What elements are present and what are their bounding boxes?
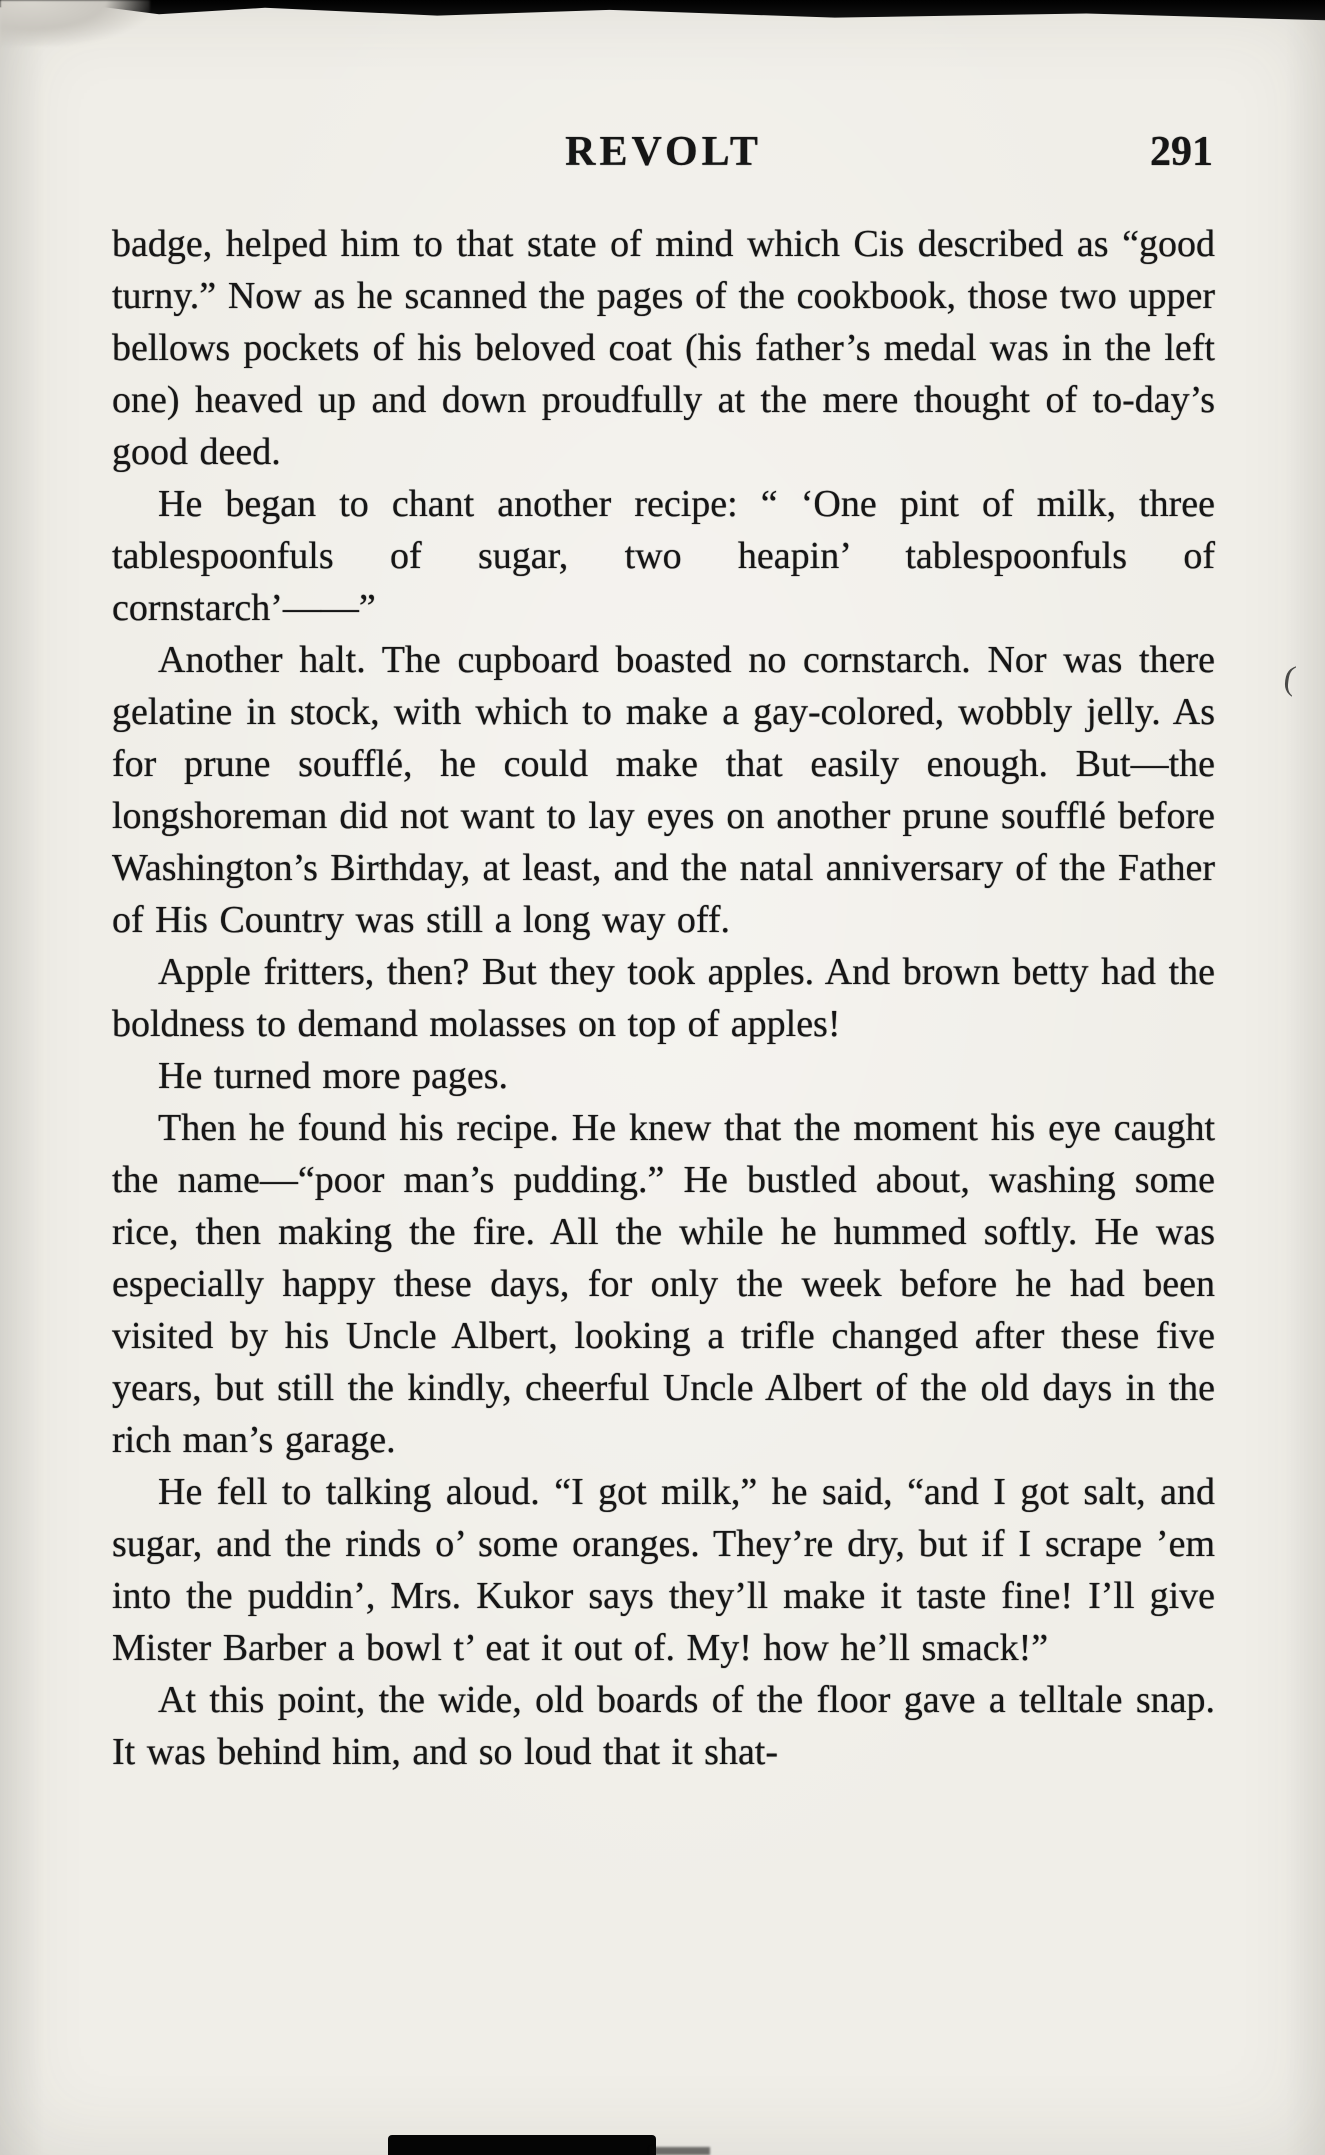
scan-top-edge-artifact: [0, 0, 1325, 26]
paragraph: Apple fritters, then? But they took apples. And brown betty had the boldness to demand molasses on top of apples!: [112, 951, 1215, 1045]
scan-margin-mark-artifact: (: [1281, 659, 1298, 698]
text-block: [112, 218, 1215, 1778]
paragraph: At this point, the wide, old boards of the floor gave a telltale snap. It was behind him, and so loud that it shat-: [112, 1679, 1215, 1773]
scan-bottom-bar-artifact: [388, 2135, 656, 2155]
paragraph: Then he found his recipe. He knew that the moment his eye caught the name—“poor man’s pudding.” He bustled about, washing some rice, then making the fire. All the while he hummed softly. He was especially happy these days, for only the week before he had been visited by his Uncle Albert, looking a trifle changed after these five years, but still the kindly, cheerful Uncle Albert of the old days in the rich man’s garage.: [112, 1107, 1215, 1461]
paragraph: He fell to talking aloud. “I got milk,” he said, “and I got salt, and sugar, and the rinds o’ some oranges. They’re dry, but if I scrape ’em into the puddin’, Mrs. Kukor says they’ll make it taste fine! I’ll give Mister Barber a bowl t’ eat it out of. My! how he’ll smack!”: [112, 1471, 1215, 1669]
paragraph: He began to chant another recipe: “ ‘One pint of milk, three tablespoonfuls of sugar, two heapin’ tablespoonfuls of cornstarch’——”: [112, 483, 1215, 629]
page-number: 291: [1150, 129, 1213, 175]
running-title: REVOLT: [565, 129, 762, 175]
page-header: [112, 128, 1215, 182]
paragraph: Another halt. The cupboard boasted no cornstarch. Nor was there gelatine in stock, with which to make a gay-colored, wobbly jelly. As for prune soufflé, he could make that easily enough. But—the longshoreman did not want to lay eyes on another prune soufflé before Washington’s Birthday, at least, and the natal anniversary of the Father of His Country was still a long way off.: [112, 639, 1215, 941]
paragraph: He turned more pages.: [158, 1055, 508, 1097]
scan-bottom-smudge-artifact: [650, 2147, 710, 2155]
scan-corner-tear-artifact: [0, 0, 150, 46]
paragraph: badge, helped him to that state of mind which Cis described as “good turny.” Now as he scanned the pages of the cookbook, those two upper bellows pockets of his beloved coat (his father’s medal was in the left one) heaved up and down proudfully at the mere thought of to-day’s good deed.: [112, 223, 1215, 473]
